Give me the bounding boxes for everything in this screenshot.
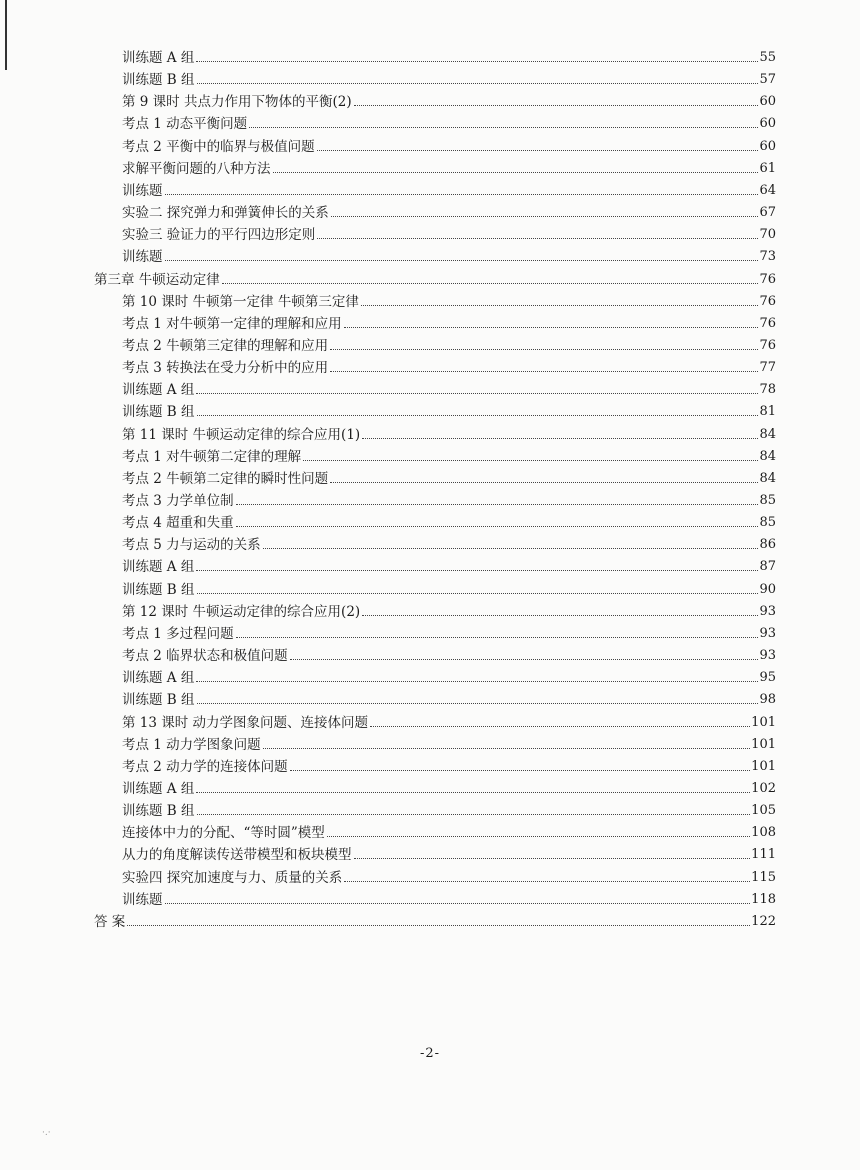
dot-leader xyxy=(370,726,750,727)
toc-entry xyxy=(122,398,776,420)
toc-entry xyxy=(122,709,776,731)
dot-leader xyxy=(263,748,751,749)
dot-leader xyxy=(290,770,751,771)
toc-entry-title: 考点 1 动态平衡问题 xyxy=(122,116,248,133)
toc-entry xyxy=(122,332,776,354)
dot-leader xyxy=(263,548,759,549)
toc-entry-page: 84 xyxy=(759,448,776,464)
toc-entry-page: 115 xyxy=(751,869,776,885)
toc-entry xyxy=(122,620,776,642)
dot-leader xyxy=(273,172,759,173)
toc-entry xyxy=(122,199,776,221)
toc-entry xyxy=(94,908,776,930)
toc-entry-title: 考点 1 对牛顿第二定律的理解 xyxy=(122,448,302,465)
toc-entry-page: 111 xyxy=(751,847,776,863)
dot-leader xyxy=(197,814,751,815)
dot-leader xyxy=(361,305,759,306)
dot-leader xyxy=(362,438,758,439)
toc-entry-page: 95 xyxy=(759,670,776,686)
toc-entry xyxy=(122,155,776,177)
toc-entry xyxy=(122,177,776,199)
toc-entry xyxy=(122,443,776,465)
toc-entry xyxy=(122,88,776,110)
toc-entry-page: 60 xyxy=(759,94,776,110)
toc-entry xyxy=(94,266,776,288)
toc-entry xyxy=(122,864,776,886)
toc-entry-page: 73 xyxy=(759,249,776,265)
dot-leader xyxy=(327,836,750,837)
toc-entry-title: 考点 1 动力学图象问题 xyxy=(122,736,261,753)
dot-leader xyxy=(290,659,759,660)
toc-entry xyxy=(122,686,776,708)
toc-entry-title: 第 11 课时 牛顿运动定律的综合应用(1) xyxy=(122,426,361,443)
toc-entry xyxy=(122,310,776,332)
toc-entry-page: 101 xyxy=(751,714,776,730)
toc-entry-page: 84 xyxy=(759,426,776,442)
toc-entry xyxy=(122,221,776,243)
toc-entry-page: 93 xyxy=(759,603,776,619)
dot-leader xyxy=(236,504,759,505)
toc-entry-page: 76 xyxy=(759,271,776,287)
toc-entry-title: 第 10 课时 牛顿第一定律 牛顿第三定律 xyxy=(122,293,359,310)
toc-entry-title: 训练题 A 组 xyxy=(122,559,195,576)
toc-entry-page: 118 xyxy=(751,891,776,907)
dot-leader xyxy=(127,925,750,926)
toc-entry-title: 训练题 A 组 xyxy=(122,382,195,399)
toc-entry-title: 考点 3 力学单位制 xyxy=(122,493,234,509)
toc-entry-title: 考点 2 动力学的连接体问题 xyxy=(122,758,288,775)
toc-entry-title: 训练题 A 组 xyxy=(122,670,195,687)
toc-entry-page: 85 xyxy=(759,515,776,531)
toc-entry xyxy=(122,797,776,819)
dot-leader xyxy=(197,593,759,594)
toc-entry xyxy=(122,886,776,908)
binding-rule xyxy=(5,0,7,70)
dot-leader xyxy=(331,216,759,217)
scan-speck: ·.· xyxy=(42,1128,51,1138)
dot-leader xyxy=(197,83,759,84)
toc-entry xyxy=(122,243,776,265)
toc-entry xyxy=(122,509,776,531)
dot-leader xyxy=(165,903,751,904)
dot-leader xyxy=(330,349,758,350)
toc-entry-title: 训练题 A 组 xyxy=(122,780,195,797)
toc-entry-page: 87 xyxy=(759,559,776,575)
toc-entry-title: 考点 3 转换法在受力分析中的应用 xyxy=(122,360,329,377)
dot-leader xyxy=(236,637,759,638)
dot-leader xyxy=(317,150,759,151)
dot-leader xyxy=(330,371,758,372)
toc-entry-page: 60 xyxy=(759,138,776,154)
toc-entry-page: 60 xyxy=(759,116,776,132)
toc-entry-title: 考点 1 对牛顿第一定律的理解和应用 xyxy=(122,315,342,332)
toc-entry xyxy=(122,664,776,686)
toc-entry-title: 连接体中力的分配、“等时圆”模型 xyxy=(122,825,325,842)
toc-entry-page: 98 xyxy=(759,692,776,708)
toc-entry-title: 考点 2 牛顿第二定律的瞬时性问题 xyxy=(122,470,329,487)
toc-entry-title: 求解平衡问题的八种方法 xyxy=(122,160,271,177)
toc-entry-page: 70 xyxy=(759,227,776,243)
toc-entry xyxy=(122,288,776,310)
toc-entry-page: 76 xyxy=(759,337,776,353)
toc-entry-title: 训练题 B 组 xyxy=(122,803,195,820)
dot-leader xyxy=(196,792,750,793)
toc-entry-page: 64 xyxy=(759,182,776,198)
toc-entry xyxy=(122,110,776,132)
toc-entry-title: 训练题 A 组 xyxy=(122,50,195,66)
toc-entry-page: 85 xyxy=(759,493,776,508)
toc-entry xyxy=(122,576,776,598)
toc-entry xyxy=(122,731,776,753)
toc-entry-page: 86 xyxy=(759,537,776,553)
page-number: -2- xyxy=(419,1046,441,1061)
toc-entry-title: 考点 2 平衡中的临界与极值问题 xyxy=(122,138,315,155)
toc-entry-title: 训练题 xyxy=(122,182,163,199)
toc-entry xyxy=(122,66,776,88)
toc-entry-page: 67 xyxy=(759,205,776,221)
toc-entry-page: 108 xyxy=(751,825,776,841)
dot-leader xyxy=(362,615,758,616)
toc-entry-title: 训练题 B 组 xyxy=(122,581,195,598)
toc-entry xyxy=(122,44,776,66)
toc-entry-page: 76 xyxy=(759,293,776,309)
dot-leader xyxy=(317,238,758,239)
toc-entry xyxy=(122,753,776,775)
toc-entry-title: 从力的角度解读传送带模型和板块模型 xyxy=(122,847,352,864)
toc-entry xyxy=(122,487,776,509)
toc-entry-title: 考点 4 超重和失重 xyxy=(122,515,234,532)
dot-leader xyxy=(344,327,759,328)
toc-entry-title: 实验三 验证力的平行四边形定则 xyxy=(122,227,316,244)
dot-leader xyxy=(165,194,759,195)
toc-entry-title: 考点 2 临界状态和极值问题 xyxy=(122,648,288,665)
toc-entry xyxy=(122,819,776,841)
toc-entry-page: 105 xyxy=(751,803,776,819)
toc-entry-page: 90 xyxy=(759,581,776,597)
toc-entry-page: 57 xyxy=(759,72,776,88)
dot-leader xyxy=(303,460,758,461)
toc-entry xyxy=(122,598,776,620)
toc-entry xyxy=(122,531,776,553)
toc-entry-page: 77 xyxy=(759,360,776,376)
toc-entry-title: 考点 1 多过程问题 xyxy=(122,625,234,642)
dot-leader xyxy=(196,61,758,62)
dot-leader xyxy=(249,127,758,128)
toc-entry-page: 101 xyxy=(751,758,776,774)
dot-leader xyxy=(344,881,750,882)
dot-leader xyxy=(330,482,758,483)
toc-entry xyxy=(122,465,776,487)
toc-entry-page: 93 xyxy=(759,648,776,664)
toc-entry-title: 训练题 xyxy=(122,891,163,908)
dot-leader xyxy=(354,105,759,106)
toc-entry-title: 训练题 B 组 xyxy=(122,404,195,421)
dot-leader xyxy=(196,681,758,682)
toc-entry xyxy=(122,553,776,575)
toc-entry-page: 93 xyxy=(759,625,776,641)
toc-entry-title: 实验二 探究弹力和弹簧伸长的关系 xyxy=(122,205,329,222)
toc-entry-title: 第三章 牛顿运动定律 xyxy=(94,271,220,288)
dot-leader xyxy=(222,283,759,284)
toc-entry xyxy=(122,133,776,155)
toc-entry-title: 第 13 课时 动力学图象问题、连接体问题 xyxy=(122,714,369,731)
toc-entry-page: 61 xyxy=(759,160,776,176)
toc-entry xyxy=(122,421,776,443)
toc-entry xyxy=(122,642,776,664)
toc-entry-title: 训练题 xyxy=(122,249,163,266)
toc-entry-page: 81 xyxy=(759,404,776,420)
toc-entry xyxy=(122,354,776,376)
toc-entry xyxy=(122,841,776,863)
dot-leader xyxy=(197,415,759,416)
toc-entry-title: 训练题 B 组 xyxy=(122,692,195,709)
toc-entry-title: 实验四 探究加速度与力、质量的关系 xyxy=(122,869,343,886)
toc-entry-page: 55 xyxy=(759,50,776,65)
toc-entry-title: 训练题 B 组 xyxy=(122,72,195,89)
toc-entry-title: 第 9 课时 共点力作用下物体的平衡(2) xyxy=(122,94,352,111)
toc-entry xyxy=(122,775,776,797)
toc-entry-page: 101 xyxy=(751,736,776,752)
dot-leader xyxy=(196,570,758,571)
dot-leader xyxy=(165,260,759,261)
toc-entry-page: 122 xyxy=(751,913,776,929)
toc-entry-title: 答 案 xyxy=(94,913,126,930)
toc-entry-title: 考点 5 力与运动的关系 xyxy=(122,537,261,554)
dot-leader xyxy=(236,526,759,527)
dot-leader xyxy=(197,703,759,704)
toc-entry-title: 第 12 课时 牛顿运动定律的综合应用(2) xyxy=(122,603,361,620)
toc-entry xyxy=(122,376,776,398)
toc-entry-page: 78 xyxy=(759,382,776,398)
toc-entry-page: 102 xyxy=(751,780,776,796)
toc-entry-title: 考点 2 牛顿第三定律的理解和应用 xyxy=(122,337,329,354)
toc-entry-page: 76 xyxy=(759,315,776,331)
dot-leader xyxy=(196,393,758,394)
toc-entry-page: 84 xyxy=(759,470,776,486)
dot-leader xyxy=(354,858,751,859)
